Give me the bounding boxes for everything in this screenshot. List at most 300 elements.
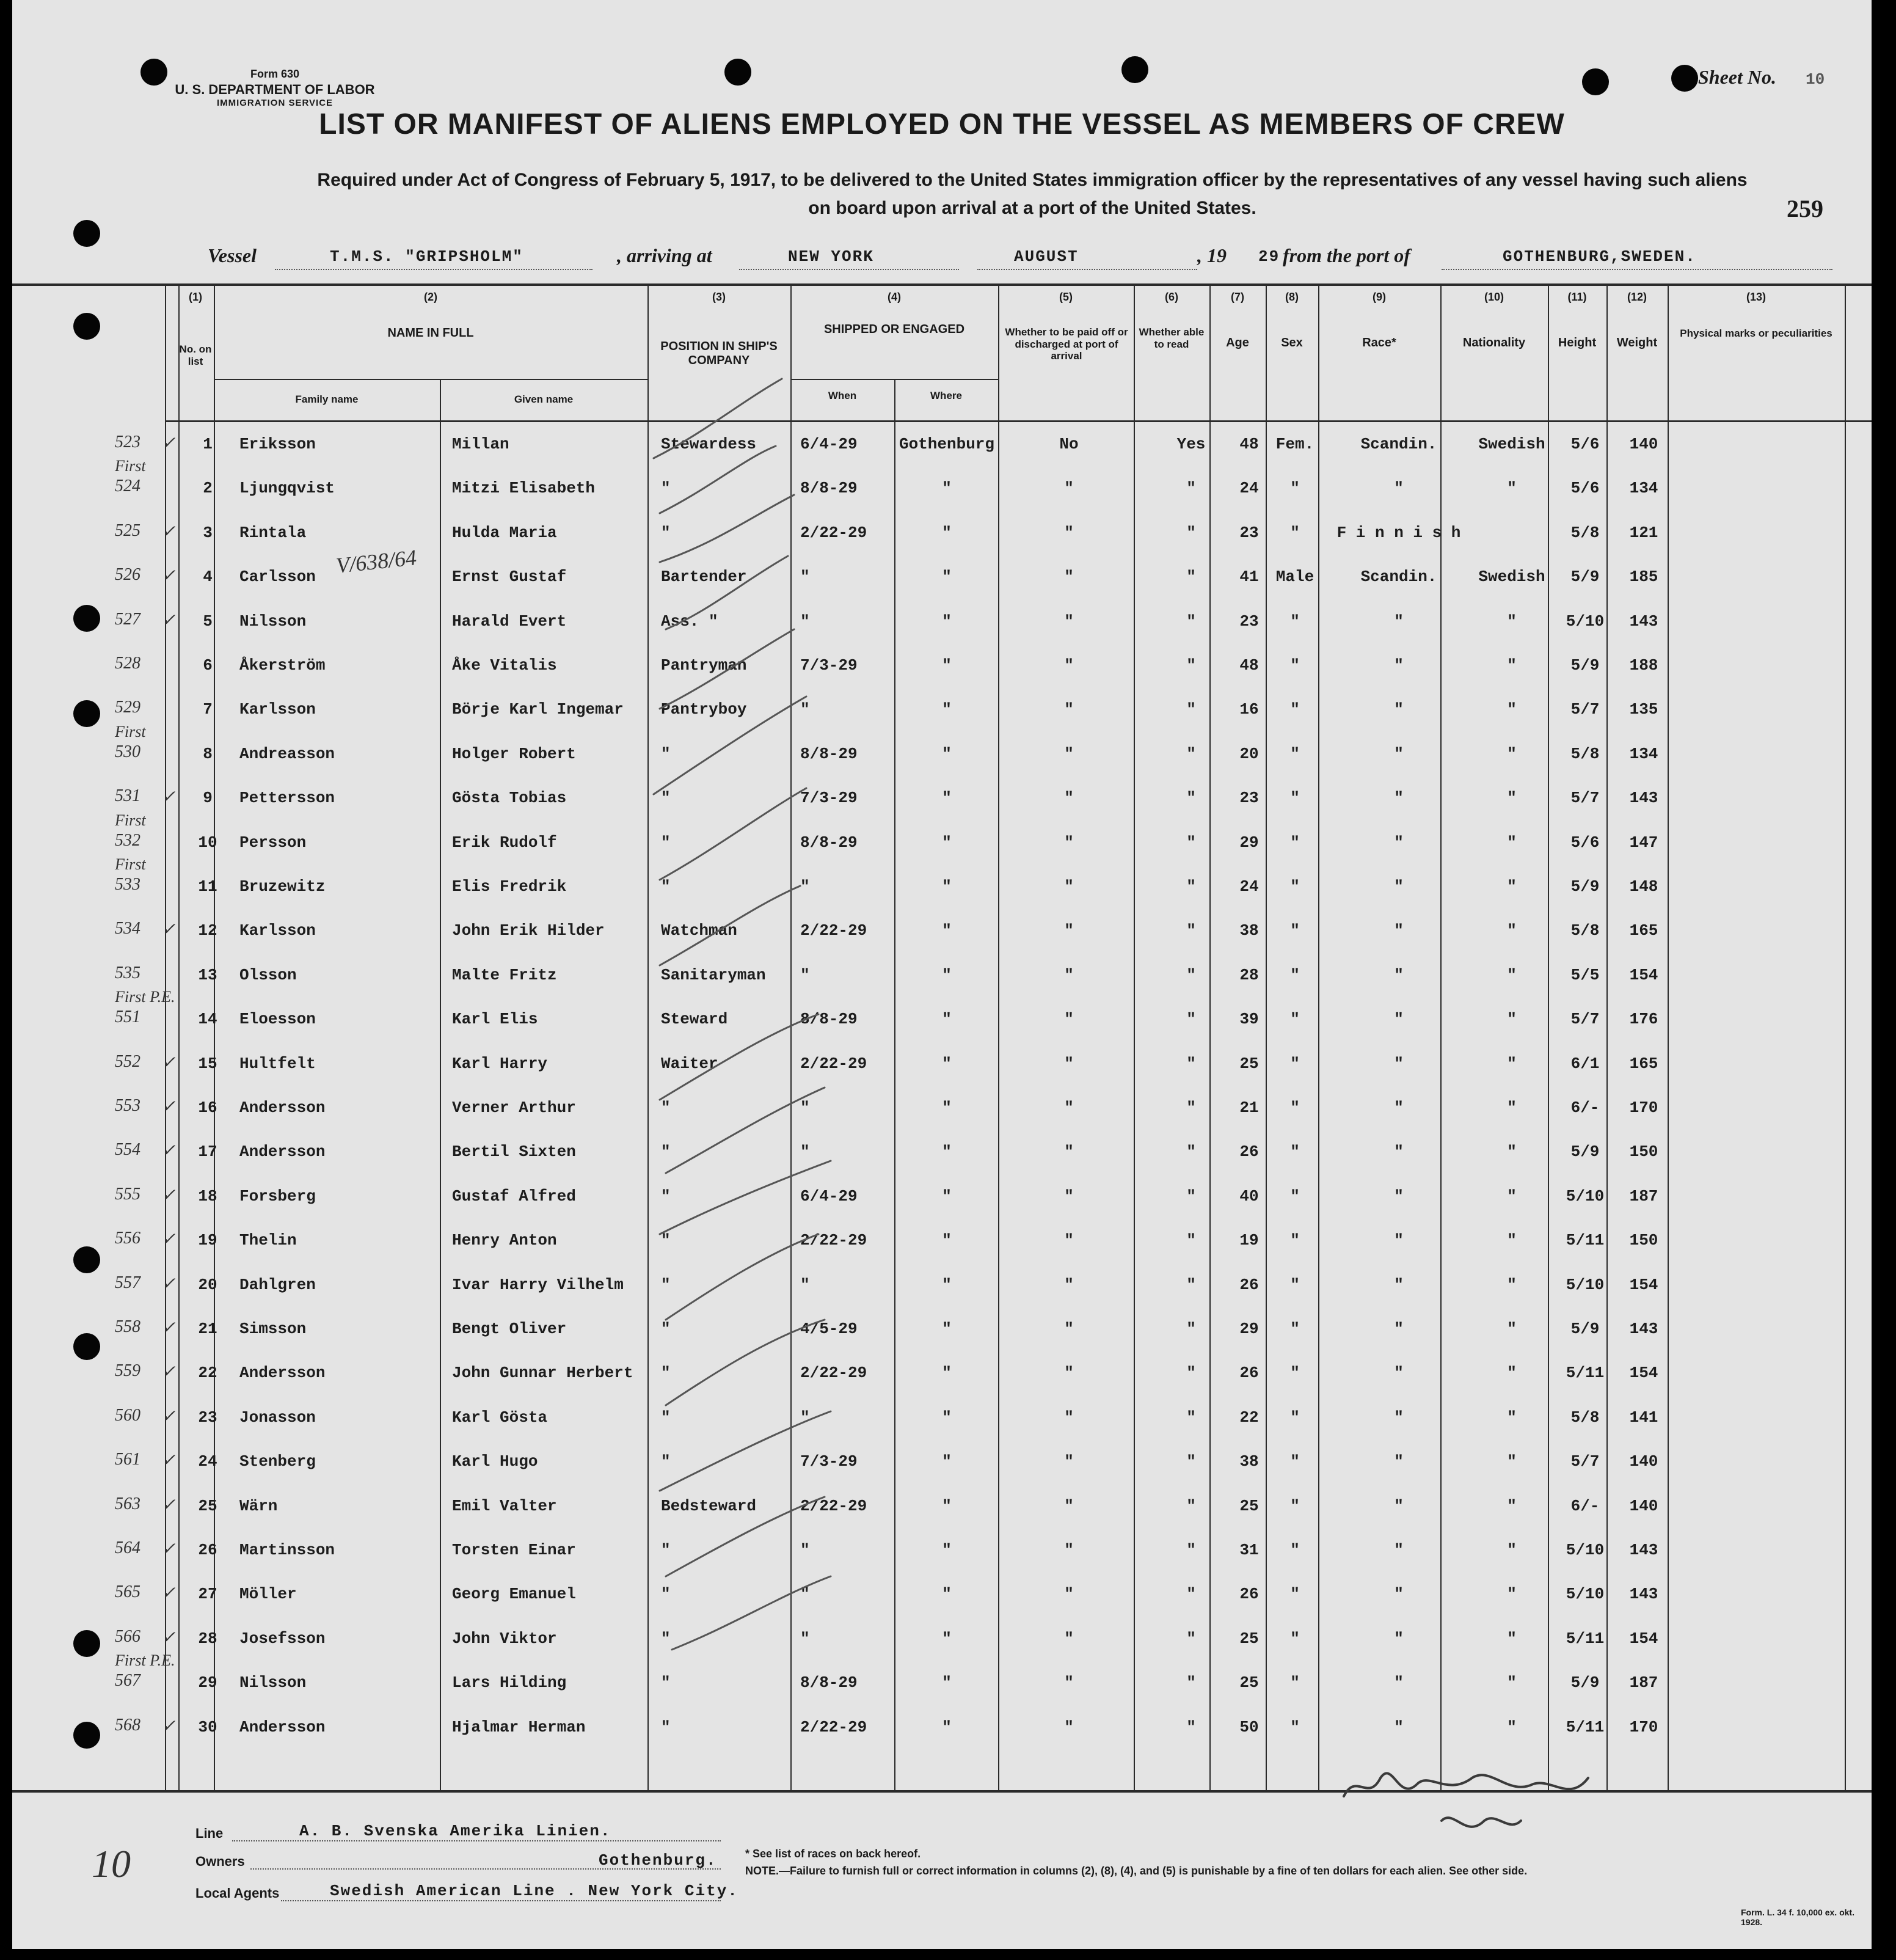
family-name-cell: Eriksson: [239, 435, 316, 453]
sex-cell: ": [1290, 1055, 1300, 1073]
col-5-header: Whether to be paid off or discharged at port of arrival: [1005, 326, 1128, 362]
page-number: 259: [1787, 195, 1823, 222]
given-name-cell: Karl Gösta: [452, 1408, 548, 1427]
position-cell: Stewardess: [661, 435, 757, 453]
able-to-read-cell: ": [1186, 1585, 1196, 1603]
paid-off-cell: ": [1064, 1497, 1074, 1515]
position-cell: ": [661, 1718, 671, 1736]
family-name-cell: Andersson: [239, 1143, 326, 1161]
shipped-where-cell: ": [942, 1231, 952, 1249]
sex-cell: ": [1290, 1497, 1300, 1515]
given-name-cell: Lars Hilding: [452, 1673, 567, 1692]
line-value: A. B. Svenska Amerika Linien.: [299, 1822, 611, 1840]
nationality-cell: ": [1507, 1231, 1517, 1249]
check-mark-icon: ✓: [161, 1230, 176, 1249]
paid-off-cell: ": [1064, 1629, 1074, 1648]
shipped-where-cell: ": [942, 1364, 952, 1382]
position-cell: ": [661, 1452, 671, 1471]
position-cell: ": [661, 1276, 671, 1294]
shipped-when-cell: ": [800, 1585, 810, 1603]
position-cell: ": [661, 1187, 671, 1205]
family-name-cell: Dahlgren: [239, 1276, 316, 1294]
height-cell: 5/6: [1570, 833, 1600, 852]
weight-cell: 188: [1629, 656, 1658, 675]
nationality-cell: ": [1507, 1143, 1517, 1161]
sex-cell: Male: [1275, 568, 1314, 586]
race-cell: ": [1394, 745, 1404, 763]
weight-cell: 140: [1629, 1452, 1658, 1471]
race-cell: ": [1394, 1231, 1404, 1249]
weight-cell: 143: [1629, 612, 1658, 631]
family-name-cell: Pettersson: [239, 789, 335, 807]
check-mark-icon: ✓: [161, 1628, 176, 1647]
nationality-cell: ": [1507, 921, 1517, 940]
height-cell: 5/10: [1566, 1276, 1605, 1294]
height-cell: 5/5: [1570, 966, 1600, 984]
form-code: Form. L. 34 f. 10,000 ex. okt. 1928.: [1741, 1907, 1854, 1927]
race-cell: ": [1394, 877, 1404, 896]
list-number-cell: 3: [203, 524, 213, 542]
nationality-cell: ": [1507, 1099, 1517, 1117]
margin-entry-number: 552: [115, 1052, 140, 1071]
shipped-where-cell: ": [942, 1055, 952, 1073]
page-subtitle: [214, 166, 1851, 222]
able-to-read-cell: ": [1186, 568, 1196, 586]
race-footnote: * See list of races on back hereof.: [745, 1848, 921, 1860]
punch-hole: [73, 220, 100, 247]
given-name-cell: Holger Robert: [452, 745, 576, 763]
shipped-when-cell: 2/22-29: [800, 524, 867, 542]
margin-entry-number: 558: [115, 1317, 140, 1336]
punch-hole: [1121, 56, 1148, 83]
column-rule: [178, 283, 180, 1790]
age-cell: 20: [1239, 745, 1259, 763]
column-rule: [998, 283, 999, 1790]
given-name-cell: Emil Valter: [452, 1497, 557, 1515]
dotted-rule: [1442, 269, 1832, 270]
paid-off-cell: ": [1064, 612, 1074, 631]
shipped-when-cell: 2/22-29: [800, 1718, 867, 1736]
shipped-where-cell: ": [942, 789, 952, 807]
margin-entry-number: 556: [115, 1229, 140, 1248]
header-bottom-rule: [165, 420, 1872, 422]
sex-cell: ": [1290, 1231, 1300, 1249]
punch-hole: [73, 1630, 100, 1657]
col-9-header: Race*: [1362, 336, 1396, 349]
shipped-when-cell: ": [800, 700, 810, 719]
position-cell: Sanitaryman: [661, 966, 766, 984]
age-cell: 26: [1239, 1364, 1259, 1382]
height-cell: 5/9: [1570, 1143, 1600, 1161]
shipped-when-cell: ": [800, 966, 810, 984]
age-cell: 25: [1239, 1055, 1259, 1073]
race-cell: ": [1394, 1099, 1404, 1117]
shipped-where-cell: ": [942, 1673, 952, 1692]
shipped-where-cell: ": [942, 656, 952, 675]
height-cell: 5/6: [1570, 435, 1600, 453]
able-to-read-cell: ": [1186, 1187, 1196, 1205]
weight-cell: 147: [1629, 833, 1658, 852]
able-to-read-cell: ": [1186, 524, 1196, 542]
class-note: First: [115, 457, 146, 475]
family-name-cell: Karlsson: [239, 700, 316, 719]
paid-off-cell: ": [1064, 1364, 1074, 1382]
sex-cell: ": [1290, 966, 1300, 984]
shipped-where-cell: ": [942, 1718, 952, 1736]
list-number-cell: 8: [203, 745, 213, 763]
margin-entry-number: 557: [115, 1273, 140, 1292]
given-name-cell: John Viktor: [452, 1629, 557, 1648]
paid-off-cell: ": [1064, 656, 1074, 675]
race-cell: ": [1394, 1452, 1404, 1471]
check-mark-icon: ✓: [161, 1717, 176, 1736]
arrival-month: AUGUST: [1014, 247, 1079, 266]
shipped-when-cell: 8/8-29: [800, 1673, 858, 1692]
list-number-cell: 13: [198, 966, 217, 984]
race-cell: ": [1394, 1673, 1404, 1692]
column-rule: [214, 283, 215, 1790]
nationality-cell: ": [1507, 1010, 1517, 1028]
height-cell: 5/10: [1566, 612, 1605, 631]
position-cell: ": [661, 524, 671, 542]
age-cell: 26: [1239, 1143, 1259, 1161]
weight-cell: 135: [1629, 700, 1658, 719]
list-number-cell: 30: [198, 1718, 217, 1736]
nationality-cell: ": [1507, 1541, 1517, 1559]
check-mark-icon: ✓: [161, 566, 176, 585]
margin-entry-number: 529: [115, 698, 140, 717]
nationality-cell: ": [1507, 1320, 1517, 1338]
list-number-cell: 18: [198, 1187, 217, 1205]
paid-off-cell: ": [1064, 1673, 1074, 1692]
family-name-cell: Jonasson: [239, 1408, 316, 1427]
given-name-cell: Gösta Tobias: [452, 789, 567, 807]
age-cell: 48: [1239, 435, 1259, 453]
age-cell: 50: [1239, 1718, 1259, 1736]
able-to-read-cell: ": [1186, 833, 1196, 852]
height-cell: 5/9: [1570, 877, 1600, 896]
margin-entry-number: 561: [115, 1450, 140, 1469]
age-cell: 23: [1239, 612, 1259, 631]
family-name-cell: Hultfelt: [239, 1055, 316, 1073]
list-number-cell: 22: [198, 1364, 217, 1382]
punch-hole: [73, 605, 100, 632]
nationality-cell: Swedish: [1478, 568, 1545, 586]
weight-cell: 140: [1629, 1497, 1658, 1515]
list-number-cell: 12: [198, 921, 217, 940]
race-cell: ": [1394, 1585, 1404, 1603]
height-cell: 6/1: [1570, 1055, 1600, 1073]
check-mark-icon: ✓: [161, 1496, 176, 1515]
sex-cell: ": [1290, 921, 1300, 940]
paid-off-cell: ": [1064, 479, 1074, 497]
col-4-header: SHIPPED OR ENGAGED: [823, 323, 965, 336]
family-name-cell: Forsberg: [239, 1187, 316, 1205]
sheet-number-label: Sheet No.: [1698, 66, 1776, 88]
dotted-rule: [977, 269, 1197, 270]
position-cell: Bartender: [661, 568, 747, 586]
family-name-cell: Wärn: [239, 1497, 278, 1515]
col-4b-header: Where: [930, 390, 962, 401]
shipped-when-cell: 7/3-29: [800, 789, 858, 807]
shipped-where-cell: ": [942, 524, 952, 542]
race-cell: ": [1394, 1497, 1404, 1515]
shipped-when-cell: ": [800, 1541, 810, 1559]
able-to-read-cell: ": [1186, 1231, 1196, 1249]
weight-cell: 187: [1629, 1673, 1658, 1692]
able-to-read-cell: ": [1186, 966, 1196, 984]
punch-hole: [73, 1333, 100, 1360]
list-number-cell: 20: [198, 1276, 217, 1294]
owners-label: Owners: [195, 1854, 245, 1869]
family-name-cell: Olsson: [239, 966, 297, 984]
able-to-read-cell: ": [1186, 612, 1196, 631]
height-cell: 5/8: [1570, 1408, 1600, 1427]
column-rule: [1318, 283, 1319, 1790]
able-to-read-cell: ": [1186, 745, 1196, 763]
check-mark-icon: ✓: [161, 788, 176, 806]
height-cell: 6/-: [1570, 1497, 1600, 1515]
nationality-cell: ": [1507, 1055, 1517, 1073]
col-2b-header: Given name: [514, 393, 574, 405]
list-number-cell: 26: [198, 1541, 217, 1559]
height-cell: 5/7: [1570, 789, 1600, 807]
margin-entry-number: 559: [115, 1361, 140, 1380]
punch-hole: [1671, 65, 1698, 92]
age-cell: 24: [1239, 877, 1259, 896]
sex-cell: ": [1290, 1585, 1300, 1603]
position-cell: Pantryboy: [661, 700, 747, 719]
weight-cell: 134: [1629, 745, 1658, 763]
given-name-cell: Karl Harry: [452, 1055, 548, 1073]
sex-cell: ": [1290, 1718, 1300, 1736]
family-name-cell: Andreasson: [239, 745, 335, 763]
nationality-cell: ": [1507, 789, 1517, 807]
dotted-rule: [232, 1840, 721, 1841]
sex-cell: ": [1290, 1099, 1300, 1117]
shipped-where-cell: ": [942, 745, 952, 763]
given-name-cell: Malte Fritz: [452, 966, 557, 984]
sex-cell: ": [1290, 524, 1300, 542]
margin-entry-number: 534: [115, 919, 140, 938]
margin-entry-number: 564: [115, 1538, 140, 1557]
age-cell: 25: [1239, 1673, 1259, 1692]
race-cell: ": [1394, 789, 1404, 807]
shipped-where-cell: ": [942, 921, 952, 940]
weight-cell: 134: [1629, 479, 1658, 497]
able-to-read-cell: ": [1186, 1099, 1196, 1117]
sex-cell: ": [1290, 1452, 1300, 1471]
list-number-cell: 21: [198, 1320, 217, 1338]
margin-entry-number: 525: [115, 521, 140, 540]
column-rule: [1134, 283, 1135, 1790]
weight-cell: 121: [1629, 524, 1658, 542]
list-number-cell: 11: [198, 877, 217, 896]
paid-off-cell: ": [1064, 700, 1074, 719]
corner-pencil-mark: 10: [92, 1842, 131, 1885]
shipped-where-cell: ": [942, 1585, 952, 1603]
age-cell: 25: [1239, 1497, 1259, 1515]
col-7-header: Age: [1226, 336, 1249, 349]
paid-off-cell: ": [1064, 1452, 1074, 1471]
nationality-cell: ": [1507, 1364, 1517, 1382]
height-cell: 5/7: [1570, 1452, 1600, 1471]
height-cell: 5/7: [1570, 1010, 1600, 1028]
age-cell: 38: [1239, 1452, 1259, 1471]
given-name-cell: Henry Anton: [452, 1231, 557, 1249]
col-9-number: (9): [1373, 291, 1386, 303]
given-name-cell: Erik Rudolf: [452, 833, 557, 852]
col-1-number: (1): [189, 291, 202, 303]
department-name: U. S. DEPARTMENT OF LABOR: [175, 81, 375, 97]
paid-off-cell: ": [1064, 1585, 1074, 1603]
shipped-when-cell: 8/8-29: [800, 479, 858, 497]
pencil-check-strokes: [647, 367, 867, 1772]
paid-off-cell: ": [1064, 568, 1074, 586]
margin-entry-number: 532: [115, 831, 140, 850]
nationality-cell: ": [1507, 1585, 1517, 1603]
form-label: Form 630: [250, 68, 300, 80]
sex-cell: ": [1290, 789, 1300, 807]
class-note: First: [115, 723, 146, 740]
family-name-cell: Åkerström: [239, 656, 326, 675]
column-rule: [1606, 283, 1608, 1790]
margin-entry-number: 566: [115, 1627, 140, 1646]
check-mark-icon: ✓: [161, 1053, 176, 1072]
position-cell: ": [661, 1143, 671, 1161]
nationality-cell: ": [1507, 612, 1517, 631]
given-name-cell: Ivar Harry Vilhelm: [452, 1276, 624, 1294]
position-cell: ": [661, 1099, 671, 1117]
column-rule: [1209, 283, 1211, 1790]
able-to-read-cell: ": [1186, 1143, 1196, 1161]
given-name-cell: Hulda Maria: [452, 524, 557, 542]
punch-hole: [73, 700, 100, 727]
punch-hole: [73, 1722, 100, 1749]
position-cell: ": [661, 1320, 671, 1338]
shipped-when-cell: ": [800, 1629, 810, 1648]
position-cell: Ass. ": [661, 612, 718, 631]
page-title: LIST OR MANIFEST OF ALIENS EMPLOYED ON THE VESSEL AS MEMBERS OF CREW: [319, 108, 1565, 141]
weight-cell: 154: [1629, 1276, 1658, 1294]
list-number-cell: 28: [198, 1629, 217, 1648]
family-name-cell: Nilsson: [239, 1673, 307, 1692]
vessel-name: T.M.S. "GRIPSHOLM": [330, 247, 523, 266]
nationality-cell: ": [1507, 1276, 1517, 1294]
given-name-cell: Gustaf Alfred: [452, 1187, 576, 1205]
position-cell: Steward: [661, 1010, 728, 1028]
able-to-read-cell: ": [1186, 656, 1196, 675]
shipped-when-cell: 7/3-29: [800, 1452, 858, 1471]
list-number-cell: 15: [198, 1055, 217, 1073]
shipped-where-cell: ": [942, 877, 952, 896]
able-to-read-cell: ": [1186, 1673, 1196, 1692]
check-mark-icon: ✓: [161, 1451, 176, 1470]
given-name-cell: John Gunnar Herbert: [452, 1364, 633, 1382]
position-cell: ": [661, 745, 671, 763]
margin-entry-number: 531: [115, 786, 140, 805]
sex-cell: ": [1290, 1364, 1300, 1382]
able-to-read-cell: ": [1186, 1276, 1196, 1294]
shipped-where-cell: ": [942, 479, 952, 497]
age-cell: 39: [1239, 1010, 1259, 1028]
race-cell: ": [1394, 1320, 1404, 1338]
sex-cell: ": [1290, 1143, 1300, 1161]
sheet-number-value: 10: [1806, 70, 1825, 89]
shipped-where-cell: ": [942, 966, 952, 984]
able-to-read-cell: ": [1186, 1452, 1196, 1471]
nationality-cell: ": [1507, 1187, 1517, 1205]
shipped-when-cell: 6/4-29: [800, 1187, 858, 1205]
age-cell: 22: [1239, 1408, 1259, 1427]
weight-cell: 141: [1629, 1408, 1658, 1427]
able-to-read-cell: ": [1186, 921, 1196, 940]
weight-cell: 170: [1629, 1718, 1658, 1736]
position-cell: ": [661, 1629, 671, 1648]
sheet-number: [1698, 66, 1825, 89]
sex-cell: ": [1290, 1276, 1300, 1294]
family-name-cell: Bruzewitz: [239, 877, 326, 896]
race-cell: ": [1394, 1010, 1404, 1028]
shipped-when-cell: 4/5-29: [800, 1320, 858, 1338]
family-name-cell: Andersson: [239, 1718, 326, 1736]
position-cell: Watchman: [661, 921, 737, 940]
class-note: First P.E.: [115, 1651, 175, 1669]
age-cell: 48: [1239, 656, 1259, 675]
shipped-when-cell: 2/22-29: [800, 921, 867, 940]
departure-port: GOTHENBURG,SWEDEN.: [1503, 247, 1696, 266]
margin-entry-number: 565: [115, 1582, 140, 1601]
position-cell: ": [661, 877, 671, 896]
shipped-when-cell: 8/8-29: [800, 745, 858, 763]
height-cell: 5/7: [1570, 700, 1600, 719]
age-cell: 24: [1239, 479, 1259, 497]
height-cell: 5/11: [1566, 1718, 1605, 1736]
list-number-cell: 19: [198, 1231, 217, 1249]
officer-signature: [1332, 1760, 1637, 1851]
dotted-rule: [739, 269, 959, 270]
shipped-where-cell: Gothenburg: [899, 435, 995, 453]
shipped-where-cell: ": [942, 1452, 952, 1471]
paid-off-cell: ": [1064, 1276, 1074, 1294]
given-name-cell: Åke Vitalis: [452, 656, 557, 675]
sex-cell: ": [1290, 1010, 1300, 1028]
shipped-when-cell: ": [800, 1143, 810, 1161]
paid-off-cell: ": [1064, 921, 1074, 940]
shipped-when-cell: ": [800, 568, 810, 586]
height-cell: 5/8: [1570, 524, 1600, 542]
shipped-when-cell: 2/22-29: [800, 1364, 867, 1382]
shipped-where-cell: ": [942, 1276, 952, 1294]
weight-cell: 143: [1629, 1585, 1658, 1603]
family-name-cell: Andersson: [239, 1099, 326, 1117]
list-number-cell: 9: [203, 789, 213, 807]
margin-entry-number: 523: [115, 433, 140, 452]
check-mark-icon: ✓: [161, 434, 176, 453]
list-number-cell: 23: [198, 1408, 217, 1427]
list-number-cell: 17: [198, 1143, 217, 1161]
able-to-read-cell: ": [1186, 479, 1196, 497]
height-cell: 5/10: [1566, 1187, 1605, 1205]
able-to-read-cell: ": [1186, 1364, 1196, 1382]
weight-cell: 143: [1629, 789, 1658, 807]
nationality-cell: ": [1507, 1408, 1517, 1427]
dotted-rule: [281, 1900, 721, 1901]
height-cell: 5/9: [1570, 656, 1600, 675]
family-name-cell: Eloesson: [239, 1010, 316, 1028]
check-mark-icon: ✓: [161, 1274, 176, 1293]
age-cell: 16: [1239, 700, 1259, 719]
